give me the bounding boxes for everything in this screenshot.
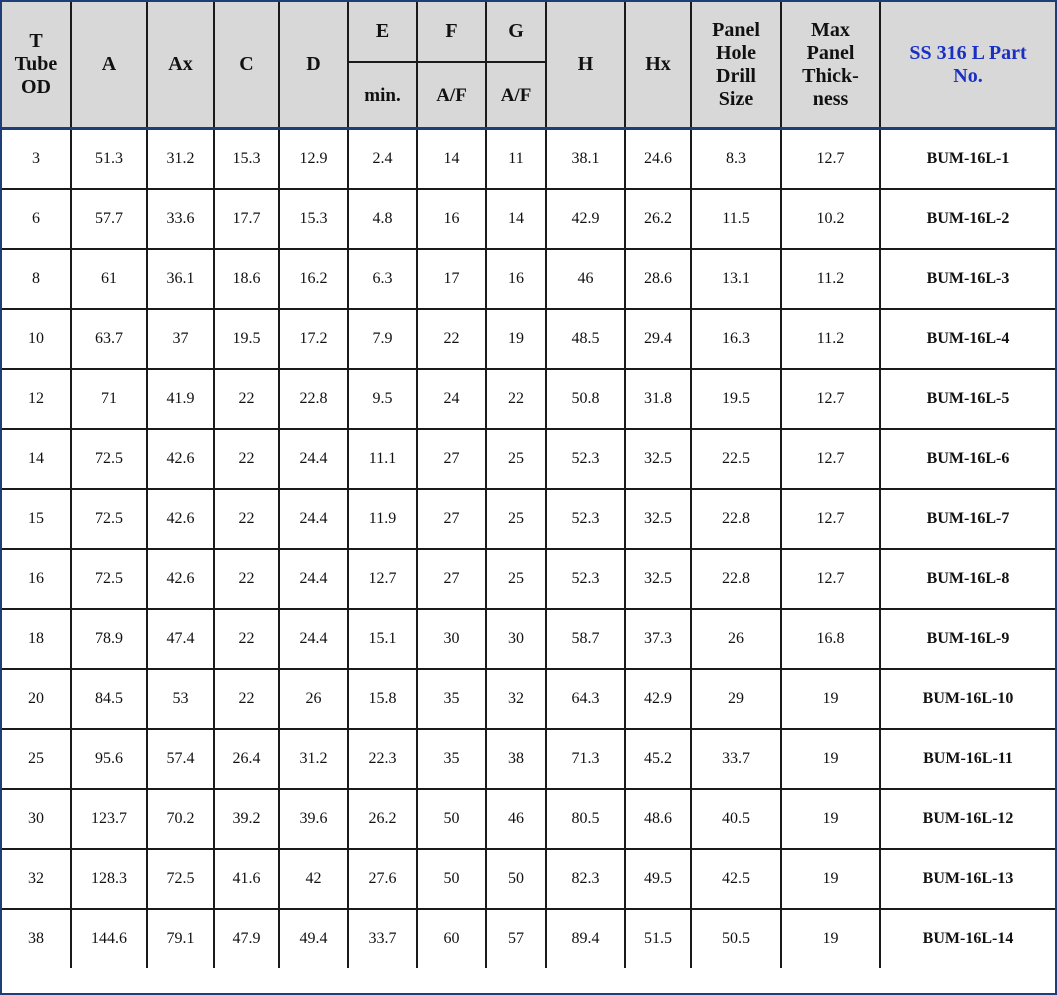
cell-f-af: 27 [417,489,486,549]
cell-ax: 53 [147,669,214,729]
cell-max-panel-thickness: 12.7 [781,129,880,190]
cell-panel-hole-drill-size: 16.3 [691,309,781,369]
cell-e-min: 33.7 [348,909,417,968]
cell-g-af: 25 [486,489,546,549]
cell-g-af: 25 [486,549,546,609]
table-row [2,789,1055,849]
cell-c: 22 [214,489,279,549]
cell-max-panel-thickness: 11.2 [781,249,880,309]
table-row [2,129,1055,190]
cell-g-af: 16 [486,249,546,309]
cell-e-min: 12.7 [348,549,417,609]
cell-max-panel-thickness: 12.7 [781,549,880,609]
header-e: E [348,2,417,62]
cell-ax: 47.4 [147,609,214,669]
cell-g-af: 14 [486,189,546,249]
header-tube-od [2,2,71,129]
cell-part-number: BUM-16L-1 [880,129,1055,190]
cell-g-af: 57 [486,909,546,968]
cell-f-af: 35 [417,729,486,789]
cell-hx: 24.6 [625,129,691,190]
cell-a: 84.5 [71,669,147,729]
cell-a: 72.5 [71,429,147,489]
header-part-number-label: SS 316 L Part No. [909,41,1027,87]
cell-panel-hole-drill-size: 11.5 [691,189,781,249]
cell-c: 22 [214,429,279,489]
cell-part-number: BUM-16L-11 [880,729,1055,789]
header-h: H [546,2,625,129]
cell-part-number: BUM-16L-10 [880,669,1055,729]
cell-max-panel-thickness: 12.7 [781,369,880,429]
cell-c: 18.6 [214,249,279,309]
cell-max-panel-thickness: 11.2 [781,309,880,369]
cell-g-af: 19 [486,309,546,369]
cell-f-af: 27 [417,549,486,609]
cell-ax: 42.6 [147,429,214,489]
cell-f-af: 22 [417,309,486,369]
cell-d: 26 [279,669,348,729]
cell-panel-hole-drill-size: 13.1 [691,249,781,309]
cell-f-af: 16 [417,189,486,249]
cell-a: 144.6 [71,909,147,968]
cell-hx: 49.5 [625,849,691,909]
cell-a: 57.7 [71,189,147,249]
cell-h: 52.3 [546,549,625,609]
cell-hx: 48.6 [625,789,691,849]
cell-e-min: 15.8 [348,669,417,729]
header-g-af: A/F [486,62,546,129]
cell-d: 24.4 [279,549,348,609]
cell-a: 72.5 [71,549,147,609]
cell-tube-od: 25 [2,729,71,789]
cell-panel-hole-drill-size: 33.7 [691,729,781,789]
cell-ax: 41.9 [147,369,214,429]
cell-tube-od: 32 [2,849,71,909]
cell-ax: 57.4 [147,729,214,789]
header-panel-hole-drill-size [691,2,781,129]
cell-tube-od: 30 [2,789,71,849]
header-g: G [486,2,546,62]
header-max-panel-thickness [781,2,880,129]
cell-c: 39.2 [214,789,279,849]
cell-max-panel-thickness: 10.2 [781,189,880,249]
cell-ax: 36.1 [147,249,214,309]
cell-e-min: 15.1 [348,609,417,669]
cell-d: 31.2 [279,729,348,789]
cell-a: 61 [71,249,147,309]
cell-part-number: BUM-16L-13 [880,849,1055,909]
header-a: A [71,2,147,129]
cell-g-af: 11 [486,129,546,190]
cell-a: 51.3 [71,129,147,190]
cell-tube-od: 8 [2,249,71,309]
cell-h: 82.3 [546,849,625,909]
table-row [2,249,1055,309]
cell-hx: 42.9 [625,669,691,729]
cell-e-min: 11.1 [348,429,417,489]
cell-hx: 26.2 [625,189,691,249]
cell-f-af: 60 [417,909,486,968]
header-f-af: A/F [417,62,486,129]
header-max-panel-label: Max Panel Thick- ness [802,18,859,110]
cell-tube-od: 20 [2,669,71,729]
cell-a: 78.9 [71,609,147,669]
cell-d: 12.9 [279,129,348,190]
cell-hx: 37.3 [625,609,691,669]
cell-panel-hole-drill-size: 40.5 [691,789,781,849]
cell-hx: 32.5 [625,489,691,549]
cell-ax: 42.6 [147,549,214,609]
table-row [2,189,1055,249]
dimensions-table [2,2,1055,968]
header-hx: Hx [625,2,691,129]
cell-c: 47.9 [214,909,279,968]
cell-d: 17.2 [279,309,348,369]
table-row [2,609,1055,669]
cell-h: 42.9 [546,189,625,249]
cell-g-af: 46 [486,789,546,849]
cell-a: 123.7 [71,789,147,849]
table-body [2,129,1055,969]
cell-panel-hole-drill-size: 8.3 [691,129,781,190]
cell-max-panel-thickness: 12.7 [781,429,880,489]
table-row [2,729,1055,789]
cell-f-af: 50 [417,789,486,849]
cell-ax: 37 [147,309,214,369]
cell-part-number: BUM-16L-7 [880,489,1055,549]
cell-tube-od: 38 [2,909,71,968]
cell-tube-od: 14 [2,429,71,489]
cell-d: 16.2 [279,249,348,309]
cell-panel-hole-drill-size: 50.5 [691,909,781,968]
cell-max-panel-thickness: 19 [781,669,880,729]
table-row [2,669,1055,729]
table-row [2,909,1055,968]
cell-part-number: BUM-16L-2 [880,189,1055,249]
cell-a: 72.5 [71,489,147,549]
cell-c: 26.4 [214,729,279,789]
cell-tube-od: 10 [2,309,71,369]
cell-h: 50.8 [546,369,625,429]
cell-d: 39.6 [279,789,348,849]
cell-h: 64.3 [546,669,625,729]
cell-panel-hole-drill-size: 42.5 [691,849,781,909]
cell-a: 63.7 [71,309,147,369]
cell-h: 58.7 [546,609,625,669]
cell-d: 15.3 [279,189,348,249]
cell-d: 49.4 [279,909,348,968]
cell-e-min: 4.8 [348,189,417,249]
cell-a: 95.6 [71,729,147,789]
cell-h: 80.5 [546,789,625,849]
cell-a: 128.3 [71,849,147,909]
header-e-min: min. [348,62,417,129]
cell-hx: 32.5 [625,429,691,489]
cell-g-af: 32 [486,669,546,729]
cell-hx: 32.5 [625,549,691,609]
cell-f-af: 30 [417,609,486,669]
cell-hx: 51.5 [625,909,691,968]
header-part-number [880,2,1055,129]
cell-part-number: BUM-16L-12 [880,789,1055,849]
cell-tube-od: 18 [2,609,71,669]
header-panel-hole-label: Panel Hole Drill Size [712,18,760,110]
cell-hx: 31.8 [625,369,691,429]
cell-c: 22 [214,669,279,729]
cell-tube-od: 3 [2,129,71,190]
cell-part-number: BUM-16L-4 [880,309,1055,369]
cell-panel-hole-drill-size: 26 [691,609,781,669]
cell-c: 22 [214,369,279,429]
table-header [2,2,1055,129]
cell-ax: 79.1 [147,909,214,968]
cell-e-min: 7.9 [348,309,417,369]
cell-h: 52.3 [546,489,625,549]
cell-h: 38.1 [546,129,625,190]
header-c: C [214,2,279,129]
cell-c: 22 [214,609,279,669]
cell-hx: 28.6 [625,249,691,309]
table-row [2,549,1055,609]
cell-tube-od: 6 [2,189,71,249]
cell-panel-hole-drill-size: 22.8 [691,489,781,549]
cell-d: 24.4 [279,489,348,549]
cell-f-af: 27 [417,429,486,489]
cell-f-af: 14 [417,129,486,190]
cell-ax: 33.6 [147,189,214,249]
cell-d: 22.8 [279,369,348,429]
header-d: D [279,2,348,129]
cell-ax: 70.2 [147,789,214,849]
cell-ax: 31.2 [147,129,214,190]
cell-ax: 72.5 [147,849,214,909]
cell-a: 71 [71,369,147,429]
cell-max-panel-thickness: 16.8 [781,609,880,669]
header-ax: Ax [147,2,214,129]
cell-g-af: 50 [486,849,546,909]
table-row [2,429,1055,489]
cell-h: 71.3 [546,729,625,789]
cell-max-panel-thickness: 19 [781,909,880,968]
cell-e-min: 6.3 [348,249,417,309]
cell-tube-od: 15 [2,489,71,549]
cell-part-number: BUM-16L-8 [880,549,1055,609]
cell-d: 42 [279,849,348,909]
cell-panel-hole-drill-size: 22.8 [691,549,781,609]
cell-part-number: BUM-16L-5 [880,369,1055,429]
cell-max-panel-thickness: 19 [781,789,880,849]
cell-h: 89.4 [546,909,625,968]
cell-max-panel-thickness: 12.7 [781,489,880,549]
table-row [2,309,1055,369]
cell-c: 19.5 [214,309,279,369]
cell-part-number: BUM-16L-9 [880,609,1055,669]
cell-max-panel-thickness: 19 [781,729,880,789]
cell-f-af: 24 [417,369,486,429]
cell-d: 24.4 [279,609,348,669]
cell-f-af: 35 [417,669,486,729]
cell-g-af: 38 [486,729,546,789]
cell-e-min: 22.3 [348,729,417,789]
cell-panel-hole-drill-size: 19.5 [691,369,781,429]
cell-g-af: 25 [486,429,546,489]
cell-part-number: BUM-16L-6 [880,429,1055,489]
header-tube-od-label: T Tube OD [14,30,58,98]
header-f: F [417,2,486,62]
cell-g-af: 22 [486,369,546,429]
cell-c: 17.7 [214,189,279,249]
table-row [2,489,1055,549]
cell-f-af: 50 [417,849,486,909]
cell-e-min: 26.2 [348,789,417,849]
cell-c: 41.6 [214,849,279,909]
cell-g-af: 30 [486,609,546,669]
table-row [2,849,1055,909]
cell-part-number: BUM-16L-3 [880,249,1055,309]
cell-h: 46 [546,249,625,309]
cell-tube-od: 16 [2,549,71,609]
cell-hx: 29.4 [625,309,691,369]
cell-e-min: 27.6 [348,849,417,909]
cell-h: 52.3 [546,429,625,489]
cell-c: 15.3 [214,129,279,190]
cell-panel-hole-drill-size: 29 [691,669,781,729]
cell-tube-od: 12 [2,369,71,429]
cell-d: 24.4 [279,429,348,489]
cell-hx: 45.2 [625,729,691,789]
cell-panel-hole-drill-size: 22.5 [691,429,781,489]
cell-e-min: 2.4 [348,129,417,190]
cell-c: 22 [214,549,279,609]
cell-e-min: 9.5 [348,369,417,429]
cell-ax: 42.6 [147,489,214,549]
cell-max-panel-thickness: 19 [781,849,880,909]
cell-e-min: 11.9 [348,489,417,549]
cell-f-af: 17 [417,249,486,309]
cell-part-number: BUM-16L-14 [880,909,1055,968]
table-row [2,369,1055,429]
cell-h: 48.5 [546,309,625,369]
